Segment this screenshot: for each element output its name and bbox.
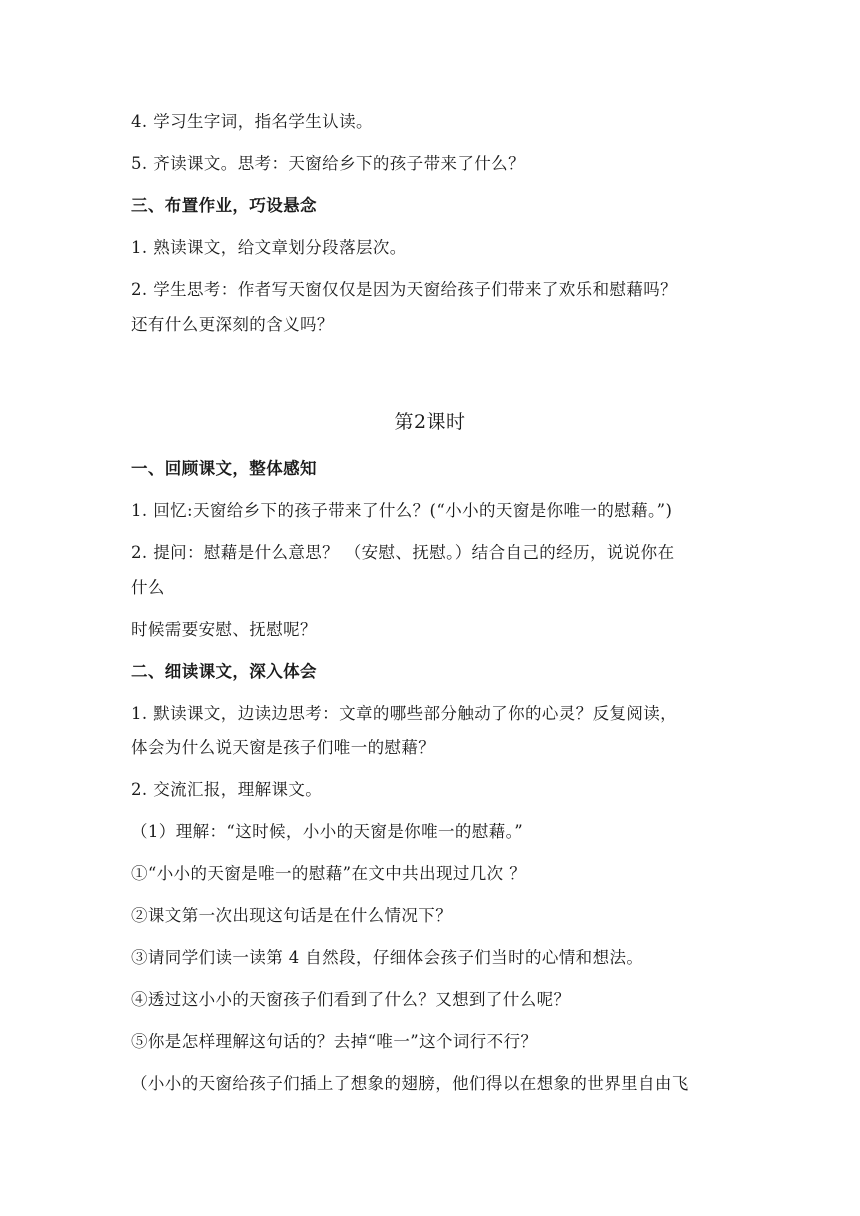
review-item-2-cont2: 时候需要安慰、抚慰呢？	[131, 620, 317, 639]
understanding-prompt: （1）理解：“这时候，小小的天窗是你唯一的慰藉。”	[131, 822, 524, 841]
question-4: ④透过这小小的天窗孩子们看到了什么？又想到了什么呢？	[131, 990, 571, 1009]
review-item-1: 1. 回忆:天窗给乡下的孩子带来了什么？(“小小的天窗是你唯一的慰藉。”)	[131, 501, 673, 520]
question-5: ⑤你是怎样理解这句话的？去掉“唯一”这个词行不行？	[131, 1032, 538, 1051]
section-heading-close-reading: 二、细读课文，深入体会	[131, 662, 317, 681]
question-1: ①“小小的天窗是唯一的慰藉”在文中共出现过几次 ？	[131, 864, 527, 883]
lesson-title: 第2课时	[394, 411, 466, 433]
section-heading-review: 一、回顾课文，整体感知	[131, 459, 317, 478]
question-2: ②课文第一次出现这句话是在什么情况下？	[131, 906, 453, 925]
review-item-2: 2. 提问：慰藉是什么意思？ （安慰、抚慰。）结合自己的经历，说说你在	[131, 543, 675, 562]
section-heading-homework: 三、布置作业，巧设悬念	[131, 196, 317, 215]
reading-item-1-cont: 体会为什么说天窗是孩子们唯一的慰藉？	[131, 738, 436, 757]
reading-item-2: 2. 交流汇报，理解课文。	[131, 780, 323, 799]
homework-item-1: 1. 熟读课文，给文章划分段落层次。	[131, 238, 407, 257]
explanation-paragraph: （小小的天窗给孩子们插上了想象的翅膀，他们得以在想象的世界里自由飞	[131, 1074, 689, 1093]
question-3: ③请同学们读一读第 4 自然段，仔细体会孩子们当时的心情和想法。	[131, 948, 644, 967]
step-5-read-aloud: 5. 齐读课文。思考：天窗给乡下的孩子带来了什么？	[131, 154, 525, 173]
step-4-learn-new-words: 4. 学习生字词，指名学生认读。	[131, 112, 373, 131]
review-item-2-cont: 什么	[131, 578, 165, 597]
reading-item-1: 1. 默读课文，边读边思考：文章的哪些部分触动了你的心灵？反复阅读，	[131, 704, 678, 723]
homework-item-2: 2. 学生思考：作者写天窗仅仅是因为天窗给孩子们带来了欢乐和慰藉吗？	[131, 280, 678, 299]
homework-item-2-cont: 还有什么更深刻的含义吗？	[131, 315, 334, 334]
